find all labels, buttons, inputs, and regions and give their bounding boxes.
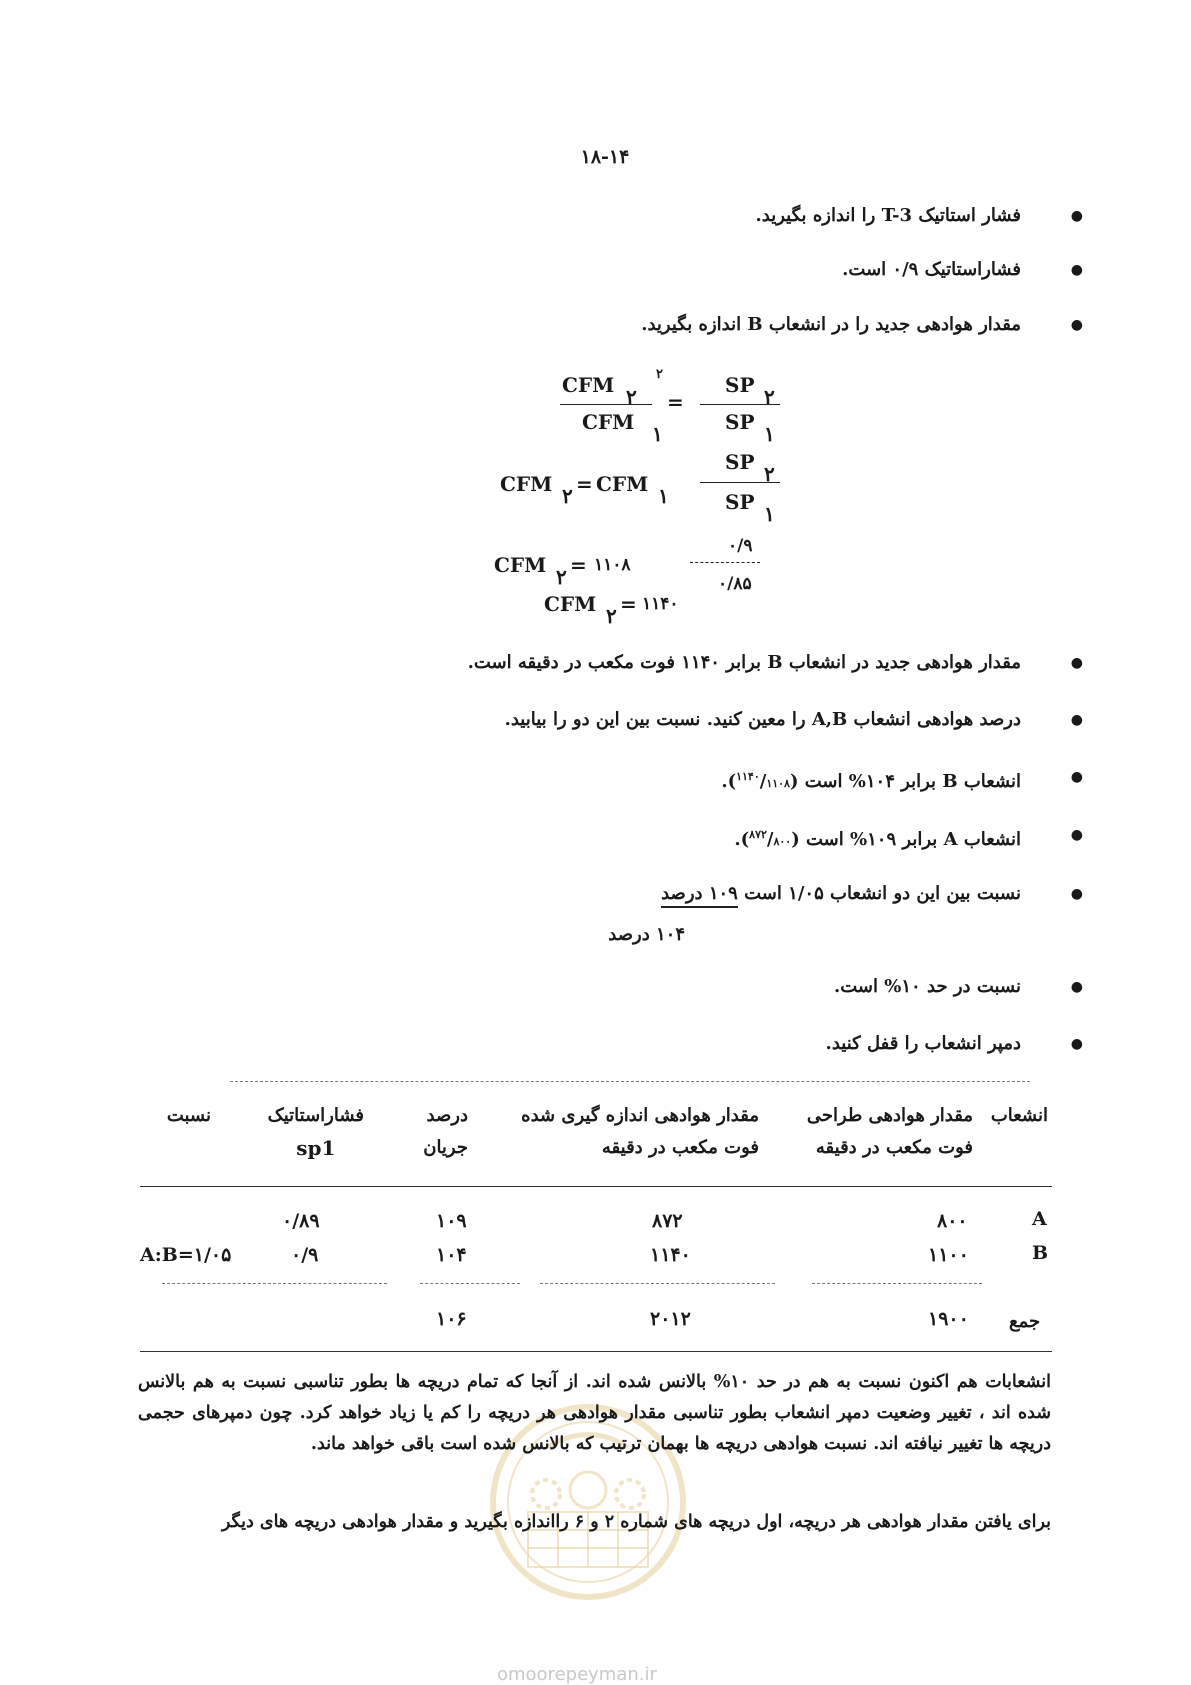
bullet-text: فشار استاتیک T-3 را اندازه بگیرید. [755, 205, 1021, 226]
bullet-item [467, 650, 1083, 676]
header-measured-line1: مقدار هوادهی اندازه گیری شده [521, 1105, 759, 1126]
formula-cfm: CFM [494, 553, 547, 577]
formula-value: ۱۱۴۰ [642, 594, 679, 614]
bullet-text: انشعاب A برابر ۱۰۹% است ( [791, 829, 1021, 850]
fraction-line [690, 562, 760, 563]
bullet-superscript: ۱۱۴۰ [736, 770, 760, 783]
cell-measured: ۸۷۲ [652, 1210, 683, 1232]
bullet-item [661, 881, 1083, 907]
header-percent-line1: درصد [426, 1105, 468, 1126]
bullet-subscript: ۸۰۰ [773, 835, 792, 848]
formula-cfm: CFM [562, 373, 615, 397]
header-branch: انشعاب [990, 1105, 1048, 1126]
header-design-line2: فوت مکعب در دقیقه [815, 1137, 973, 1158]
header-design [807, 1100, 973, 1164]
fraction-line [700, 482, 780, 483]
formula-sp: SP [725, 490, 755, 514]
total-rule-sp [162, 1283, 387, 1284]
formula-sub: ۲ [764, 385, 775, 409]
bullet-item [755, 203, 1083, 229]
formula-cfm: CFM [544, 592, 597, 616]
cell-measured: ۱۱۴۰ [650, 1244, 691, 1266]
cell-total-label: جمع [1009, 1311, 1041, 1332]
formula-cfm: CFM [582, 410, 635, 434]
formula-sub: ۲ [764, 462, 775, 486]
header-ratio: نسبت [166, 1105, 211, 1126]
header-measured-line2: فوت مکعب در دقیقه [601, 1137, 759, 1158]
bullet-dot: ● [1070, 886, 1083, 902]
bullet-text: درصد هوادهی انشعاب A,B را معین کنید. نسبت بین این دو را بیابید. [504, 709, 1021, 730]
cell-ratio: A:B=۱/۰۵ [140, 1244, 232, 1266]
bullet-dot: ● [1070, 827, 1083, 843]
formula-sub: ۲ [556, 565, 567, 589]
body-paragraph: انشعابات هم اکنون نسبت به هم در حد ۱۰% بالانس شده اند. از آنجا که تمام دریچه ها بطور تناسبی نسبت به هم بالانس شده اند ، تغییر وضعیت دمپر انشعاب بطور تناسبی مقدار هوادهی هر دریچه را کم یا زیاد خواهد کرد. چون دمپرهای حجمی دریچه ها تغییر نیافته اند. نسبت هوادهی دریچه ها بهمان ترتیب که بالانس شده است باقی خواهد ماند. [138, 1372, 1051, 1454]
bullet-dot: ● [1070, 769, 1083, 785]
bullet-item [833, 974, 1083, 1000]
formula-sub: ۲ [626, 385, 637, 409]
cell-branch: B [1032, 1242, 1049, 1264]
bullet-item [504, 707, 1083, 733]
watermark-site: omoorepeyman.ir [497, 1664, 657, 1685]
formula-sub: ۲ [562, 484, 573, 508]
fraction-line [700, 404, 780, 405]
formula-sub: ۱ [764, 422, 775, 446]
bullet-text-end: ). [721, 771, 737, 792]
formula-cfm: CFM [596, 472, 649, 496]
ratio-denominator: ۱۰۴ درصد [608, 924, 685, 945]
formula-value: ۱۱۰۸ [594, 555, 631, 575]
header-sp-line1: فشاراستاتیک [267, 1105, 364, 1126]
bullet-item: ● انشعاب B برابر ۱۰۴% است ($^{۱۱۴۰}$/۱۱۰۸). [721, 764, 1021, 797]
bullet-dot: ● [1070, 208, 1083, 224]
header-rule [140, 1186, 1052, 1187]
bullet-subscript: ۱۱۰۸ [766, 777, 790, 790]
formula-sp: SP [725, 450, 755, 474]
cell-design: ۸۰۰ [937, 1210, 968, 1232]
bullet-text: نسبت در حد ۱۰% است. [833, 976, 1021, 997]
formula-value: ۰/۸۵ [718, 574, 752, 594]
formula-equals: = [576, 472, 593, 496]
header-static-pressure [268, 1100, 364, 1164]
formula-equals: = [620, 592, 637, 616]
header-design-line1: مقدار هوادهی طراحی [806, 1105, 973, 1126]
bullet-text: مقدار هوادهی جدید در انشعاب B برابر ۱۱۴۰ فوت مکعب در دقیقه است. [467, 652, 1021, 673]
formula-equals: = [570, 553, 587, 577]
bullet-dot: ● [1070, 262, 1083, 278]
bullet-text: فشاراستاتیک ۰/۹ است. [842, 259, 1021, 280]
bullet-dot: ● [1070, 979, 1083, 995]
bullet-text: دمپر انشعاب را قفل کنید. [825, 1033, 1021, 1054]
header-percent [423, 1100, 468, 1164]
formula-value: ۰/۹ [728, 536, 753, 556]
cell-total-percent: ۱۰۶ [436, 1308, 467, 1330]
formula-equals: = [667, 390, 684, 414]
table-top-rule [230, 1081, 1030, 1082]
header-percent-line2: جریان [423, 1137, 468, 1158]
total-rule-measured [540, 1283, 775, 1284]
bullet-item [842, 257, 1083, 283]
header-measured [521, 1100, 759, 1164]
cell-total-measured: ۲۰۱۲ [650, 1308, 691, 1330]
bullet-dot: ● [1070, 317, 1083, 333]
cell-branch: A [1032, 1208, 1047, 1230]
body-paragraph: برای یافتن مقدار هوادهی هر دریچه، اول دریچه های شماره ۲ و ۶ رااندازه بگیرید و مقدار هوادهی دریچه های دیگر [221, 1512, 1051, 1532]
bullet-dot: ● [1070, 1036, 1083, 1052]
bullet-item [641, 312, 1083, 338]
bullet-text: مقدار هوادهی جدید را در انشعاب B اندازه بگیرید. [641, 314, 1021, 335]
bullet-item [825, 1031, 1083, 1057]
formula-sub: ۱ [652, 422, 663, 446]
cell-static-pressure: ۰/۸۹ [282, 1210, 320, 1232]
total-rule-pct [420, 1283, 520, 1284]
formula-exponent: ۲ [656, 367, 663, 382]
bullet-dot: ● [1070, 712, 1083, 728]
ratio-numerator: ۱۰۹ درصد [661, 883, 738, 908]
cell-percent: ۱۰۹ [436, 1210, 467, 1232]
formula-cfm: CFM [500, 472, 553, 496]
formula-sp: SP [725, 410, 755, 434]
cell-design: ۱۱۰۰ [928, 1244, 969, 1266]
formula-sub: ۱ [764, 502, 775, 526]
formula-sub: ۱ [658, 484, 669, 508]
cell-static-pressure: ۰/۹ [291, 1244, 319, 1266]
formula-sp: SP [725, 373, 755, 397]
table-bottom-rule [140, 1351, 1052, 1352]
cell-percent: ۱۰۴ [436, 1244, 467, 1266]
bullet-text: نسبت بین این دو انشعاب ۱/۰۵ است [744, 883, 1021, 904]
formula-sub: ۲ [606, 604, 617, 628]
header-sp-line2: sp1 [296, 1136, 336, 1160]
bullet-superscript: ۸۷۲ [749, 828, 767, 841]
bullet-item: ● انشعاب A برابر ۱۰۹% است ($^{۸۷۲}$/۸۰۰). [734, 822, 1021, 855]
page-number: ۱۸-۱۴ [580, 146, 630, 168]
bullet-text: انشعاب B برابر ۱۰۴% است ( [789, 771, 1021, 792]
bullet-text-end: ). [734, 829, 750, 850]
fraction-line [560, 404, 652, 405]
bullet-dot: ● [1070, 655, 1083, 671]
cell-total-design: ۱۹۰۰ [928, 1308, 969, 1330]
total-rule-design [812, 1283, 982, 1284]
